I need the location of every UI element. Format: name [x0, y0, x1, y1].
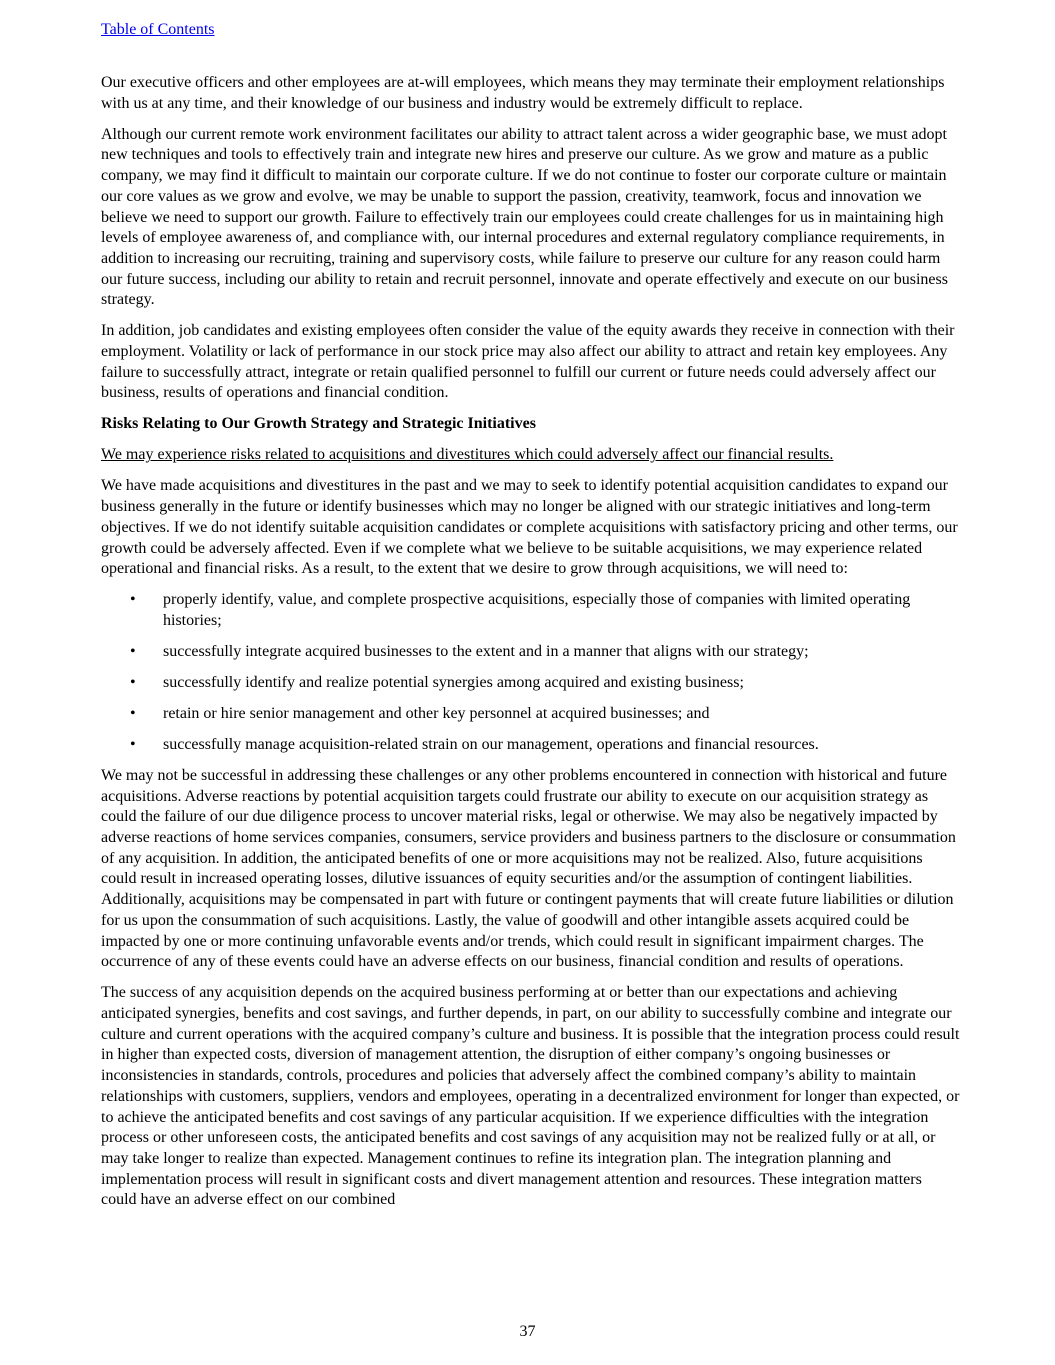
page-number: 37: [519, 1323, 536, 1340]
bullet-icon: •: [130, 642, 136, 660]
paragraph-acquisition-challenges: We may not be successful in addressing these challenges or any other problems encountered in connection with historical and future acquisitions. Adverse reactions by potential acquisition targets could frustrate our ability to execute on our acquisition strategy as could the failure of our due diligence process to uncover material risks, legal or otherwise. We may also be negatively impacted by adverse reactions of home services companies, consumers, service providers and business partners to the disclosure or consummation of any acquisition. In addition, the anticipated benefits of one or more acquisitions may not be realized. Also, future acquisitions could result in increased operating losses, dilutive issuances of equity securities and/or the assumption of contingent liabilities. Additionally, acquisitions may be compensated in part with future or contingent payments that will create future liabilities or dilution for us upon the consummation of such acquisitions. Lastly, the value of goodwill and other intangible assets acquired could be impacted by one or more continuing unfavorable events and/or trends, which could result in significant impairment charges. The occurrence of any of these events could have an adverse effects on our business, financial condition and results of operations.: [101, 766, 956, 971]
list-item-text: successfully identify and realize potential synergies among acquired and existing business;: [163, 673, 744, 691]
list-item-text: successfully integrate acquired businesses to the extent and in a manner that aligns with our strategy;: [163, 642, 809, 660]
paragraph-acquisitions-intro: We have made acquisitions and divestitures in the past and we may to seek to identify potential acquisition candidates to expand our business generally in the future or identify businesses which may no longer be aligned with our strategic initiatives and long-term objectives. If we do not identify suitable acquisition candidates or complete acquisitions with satisfactory pricing and other terms, our growth could be adversely affected. Even if we complete what we believe to be suitable acquisitions, we may experience related operational and financial risks. As a result, to the extent that we desire to grow through acquisitions, we will need to:: [101, 477, 958, 578]
list-item: [101, 673, 961, 694]
risk-factor-subheading: We may experience risks related to acquisitions and divestitures which could adversely affect our financial results.: [101, 446, 834, 464]
list-item-text: retain or hire senior management and other key personnel at acquired businesses; and: [163, 704, 710, 722]
bullet-icon: •: [130, 735, 136, 753]
paragraph-equity-awards: In addition, job candidates and existing employees often consider the value of the equity awards they receive in connection with their employment. Volatility or lack of performance in our stock price may also affect our ability to attract and retain key employees. Any failure to successfully attract, integrate or retain qualified personnel to fulfill our current or future needs could adversely affect our business, results of operations and financial condition.: [101, 322, 955, 402]
bullet-icon: •: [130, 673, 136, 691]
paragraph-acquisition-success: The success of any acquisition depends on the acquired business performing at or better than our expectations and achieving anticipated synergies, benefits and cost savings, and further depends, in part, on our ability to successfully combine and integrate our culture and current operations with the acquired company’s culture and business. It is possible that the integration process could result in higher than expected costs, diversion of management attention, the disruption of either company’s ongoing businesses or inconsistencies in standards, controls, procedures and policies that adversely affect the combined company’s ability to maintain relationships with customers, suppliers, vendors and employees, operating in a decentralized environment for longer than expected, or to achieve the anticipated benefits and cost savings of any particular acquisition. If we experience difficulties with the integration process or other unforeseen costs, the anticipated benefits and cost savings of any acquisition may not be realized fully or at all, or may take longer to realize than expected. Management continues to refine its integration plan. The integration planning and implementation process will result in significant costs and divert management attention and resources. These integration matters could have an adverse effect on our combined: [101, 984, 960, 1209]
list-item: [101, 642, 961, 663]
paragraph-at-will-employees: Our executive officers and other employees are at-will employees, which means they may terminate their employment relationships with us at any time, and their knowledge of our business and industry would be extremely difficult to replace.: [101, 74, 945, 112]
section-heading: Risks Relating to Our Growth Strategy and Strategic Initiatives: [101, 415, 536, 433]
document-body: [101, 73, 961, 1221]
list-item: [101, 704, 961, 725]
table-of-contents-link[interactable]: Table of Contents: [101, 21, 215, 38]
acquisition-requirements-list: [101, 590, 961, 755]
list-item: [101, 735, 961, 756]
bullet-icon: •: [130, 704, 136, 722]
list-item-text: properly identify, value, and complete prospective acquisitions, especially those of companies with limited operating histories;: [163, 591, 911, 629]
paragraph-remote-work-culture: Although our current remote work environment facilitates our ability to attract talent across a wider geographic base, we must adopt new techniques and tools to effectively train and integrate new hires and preserve our culture. As we grow and mature as a public company, we may find it difficult to maintain our corporate culture. If we do not continue to foster our corporate culture or maintain our core values as we grow and evolve, we may be unable to support the passion, creativity, teamwork, focus and innovation we believe we need to support our growth. Failure to effectively train our employees could create challenges for us in maintaining high levels of employee awareness of, and compliance with, our internal procedures and external regulatory compliance requirements, in addition to increasing our recruiting, training and supervisory costs, while failure to preserve our culture for any reason could harm our future success, including our ability to retain and recruit personnel, innovate and operate effectively and execute on our business strategy.: [101, 125, 948, 309]
list-item: [101, 590, 961, 631]
bullet-icon: •: [130, 591, 136, 609]
list-item-text: successfully manage acquisition-related strain on our management, operations and financial resources.: [163, 735, 819, 753]
